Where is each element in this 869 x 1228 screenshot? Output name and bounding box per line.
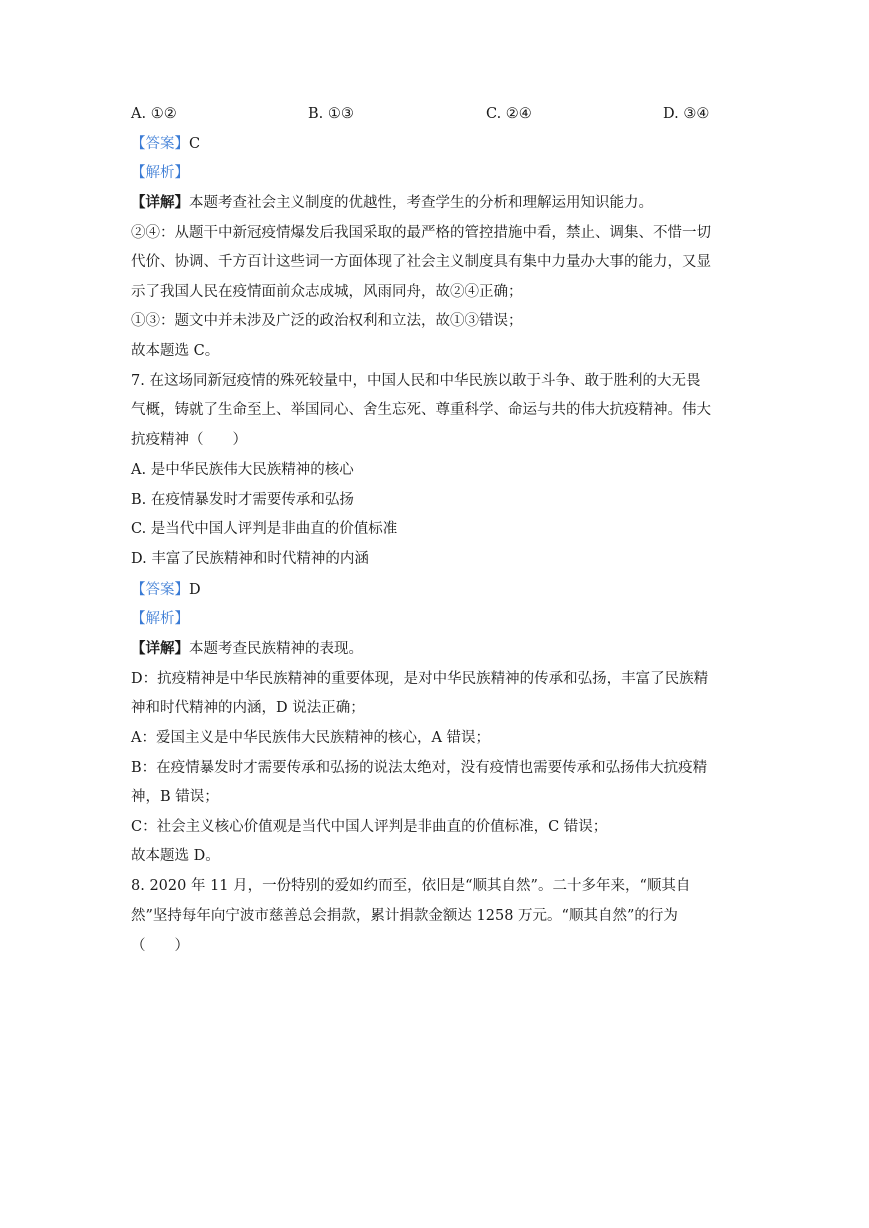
q7-stem-line: 气概，铸就了生命至上、举国同心、舍生忘死、尊重科学、命运与共的伟大抗疫精神。伟大 <box>131 402 711 418</box>
q6-option-b: B. ①③ <box>308 106 354 122</box>
q7-analysis-line: 神，B 错误； <box>131 789 219 805</box>
detail-tag: 【详解】 <box>131 194 189 211</box>
q7-option-a: A. 是中华民族伟大民族精神的核心 <box>131 462 354 478</box>
q7-analysis-line: D：抗疫精神是中华民族精神的重要体现，是对中华民族精神的传承和弘扬，丰富了民族精 <box>131 671 709 687</box>
q8-stem-line: （ ） <box>131 938 189 954</box>
q7-analysis-line: C：社会主义核心价值观是当代中国人评判是非曲直的价值标准，C 错误； <box>131 819 608 835</box>
q6-analysis-line: ①③：题文中并未涉及广泛的政治权利和立法，故①③错误； <box>131 313 523 329</box>
answer-tag: 【答案】 <box>131 136 189 152</box>
answer-tag: 【答案】 <box>131 582 189 598</box>
q7-answer <box>131 580 751 600</box>
q7-option-d: D. 丰富了民族精神和时代精神的内涵 <box>131 551 369 567</box>
q7-stem-line: 7. 在这场同新冠疫情的殊死较量中，中国人民和中华民族以敢于斗争、敢于胜利的大无畏 <box>131 373 701 389</box>
q6-analysis-tag: 【解析】 <box>131 165 189 181</box>
q6-analysis-line: 代价、协调、千方百计这些词一方面体现了社会主义制度具有集中力量办大事的能力，又显 <box>131 254 711 270</box>
q6-option-d: D. ③④ <box>663 106 710 122</box>
answer-value: D <box>189 582 201 598</box>
q7-analysis-tag: 【解析】 <box>131 611 189 627</box>
q6-option-a: A. ①② <box>131 106 177 122</box>
q7-analysis-line: 故本题选 D。 <box>131 848 220 864</box>
q7-stem-line: 抗疫精神（ ） <box>131 432 247 448</box>
q6-analysis-line: 故本题选 C。 <box>131 343 220 359</box>
q8-stem-line: 然”坚持每年向宁波市慈善总会捐款，累计捐款金额达 1258 万元。“顺其自然”的行为 <box>131 908 678 924</box>
detail-tag: 【详解】 <box>131 640 189 657</box>
q6-answer <box>131 134 751 154</box>
q6-option-c: C. ②④ <box>486 106 532 122</box>
q7-analysis-line: A：爱国主义是中华民族伟大民族精神的核心，A 错误； <box>131 730 491 746</box>
answer-value: C <box>189 136 201 152</box>
q7-option-c: C. 是当代中国人评判是非曲直的价值标准 <box>131 521 398 537</box>
q6-detail <box>131 193 751 213</box>
q7-detail <box>131 639 751 659</box>
q7-analysis-line: B：在疫情暴发时才需要传承和弘扬的说法太绝对，没有疫情也需要传承和弘扬伟大抗疫精 <box>131 760 708 776</box>
q6-analysis-line: 示了我国人民在疫情面前众志成城，风雨同舟，故②④正确； <box>131 284 523 300</box>
q7-option-b: B. 在疫情暴发时才需要传承和弘扬 <box>131 492 354 508</box>
q6-analysis-line: ②④：从题干中新冠疫情爆发后我国采取的最严格的管控措施中看，禁止、调集、不惜一切 <box>131 225 711 241</box>
detail-text: 本题考查社会主义制度的优越性，考查学生的分析和理解运用知识能力。 <box>189 195 653 211</box>
detail-text: 本题考查民族精神的表现。 <box>189 641 363 657</box>
q7-analysis-line: 神和时代精神的内涵，D 说法正确； <box>131 700 365 716</box>
q8-stem-line: 8. 2020 年 11 月，一份特别的爱如约而至，依旧是“顺其自然”。二十多年来，“顺其自 <box>131 878 691 894</box>
